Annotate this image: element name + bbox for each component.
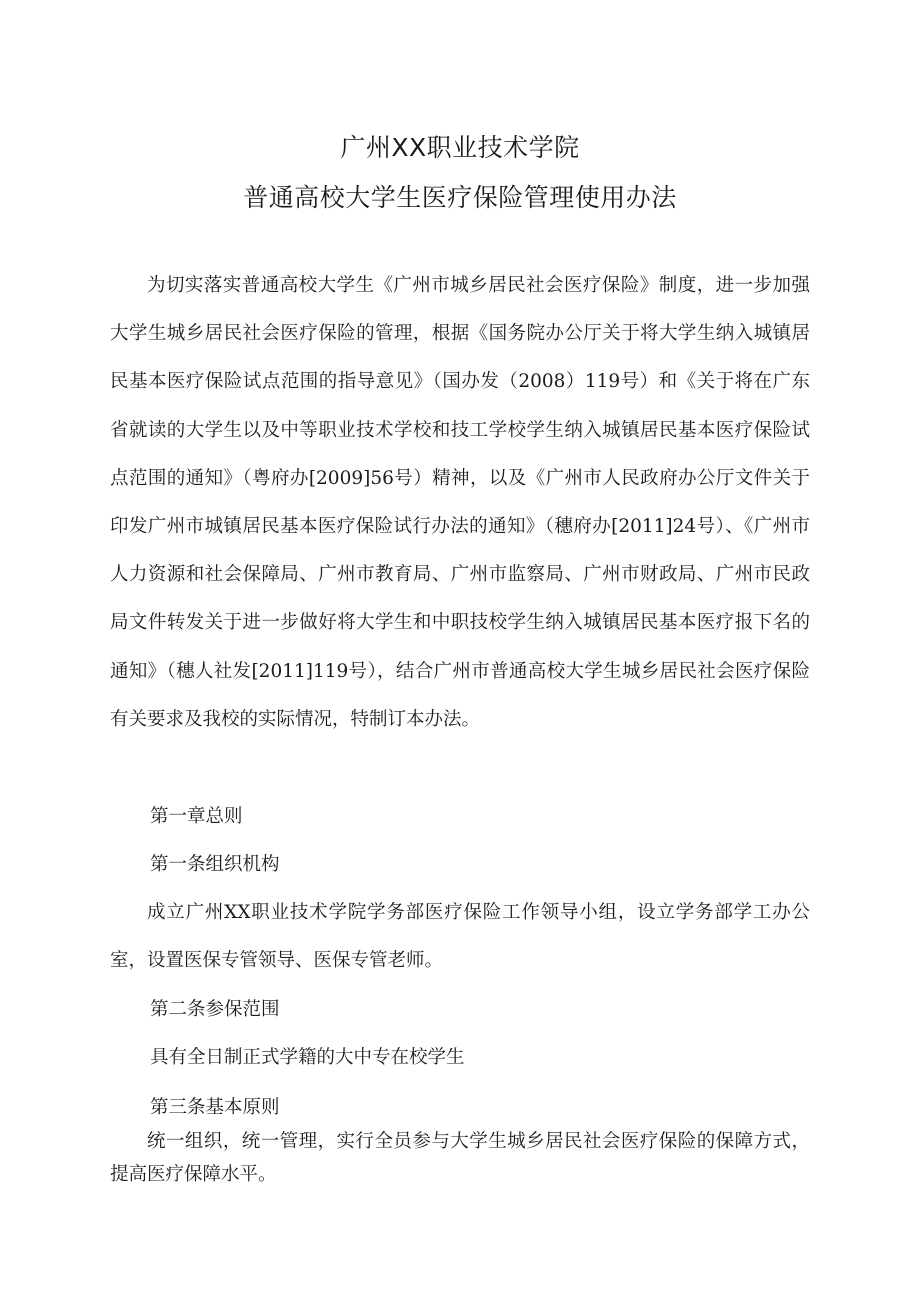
chapter-heading: 第一章总则 bbox=[150, 806, 243, 827]
intro-paragraph: 为切实落实普通高校大学生《广州市城乡居民社会医疗保险》制度，进一步加强大学生城乡居民社会医疗保险的管理，根据《国务院办公厅关于将大学生纳入城镇居民基本医疗保险试点范围的指导意见》（国办发（2008）119号）和《关于将在广东省就读的大学生以及中等职业技术学校和技工学校学生纳入城镇居民基本医疗保险试点范围的通知》（粤府办[2009]56号）精神，以及《广州市人民政府办公厅文件关于印发广州市城镇居民基本医疗保险试行办法的通知》（穗府办[2011]24号）、《广州市人力资源和社会保障局、广州市教育局、广州市监察局、广州市财政局、广州市民政局文件转发关于进一步做好将大学生和中职技校学生纳入城镇居民基本医疗报下名的通知》（穗人社发[2011]119号），结合广州市普通高校大学生城乡居民社会医疗保险有关要求及我校的实际情况，特制订本办法。 bbox=[110, 275, 810, 730]
document-title-school: 广州XX职业技术学院 bbox=[340, 133, 580, 162]
article1-text: 成立广州XX职业技术学院学务部医疗保险工作领导小组，设立学务部学工办公室，设置医保专管领导、医保专管老师。 bbox=[110, 902, 810, 972]
article2-text: 具有全日制正式学籍的大中专在校学生 bbox=[150, 1047, 465, 1068]
document-title-main: 普通高校大学生医疗保险管理使用办法 bbox=[243, 183, 677, 212]
article3-heading: 第三条基本原则 bbox=[150, 1097, 280, 1118]
article3-text: 统一组织，统一管理，实行全员参与大学生城乡居民社会医疗保险的保障方式，提高医疗保障水平。 bbox=[110, 1131, 810, 1185]
article2-heading: 第二条参保范围 bbox=[150, 999, 280, 1020]
article1-heading: 第一条组织机构 bbox=[150, 854, 280, 875]
